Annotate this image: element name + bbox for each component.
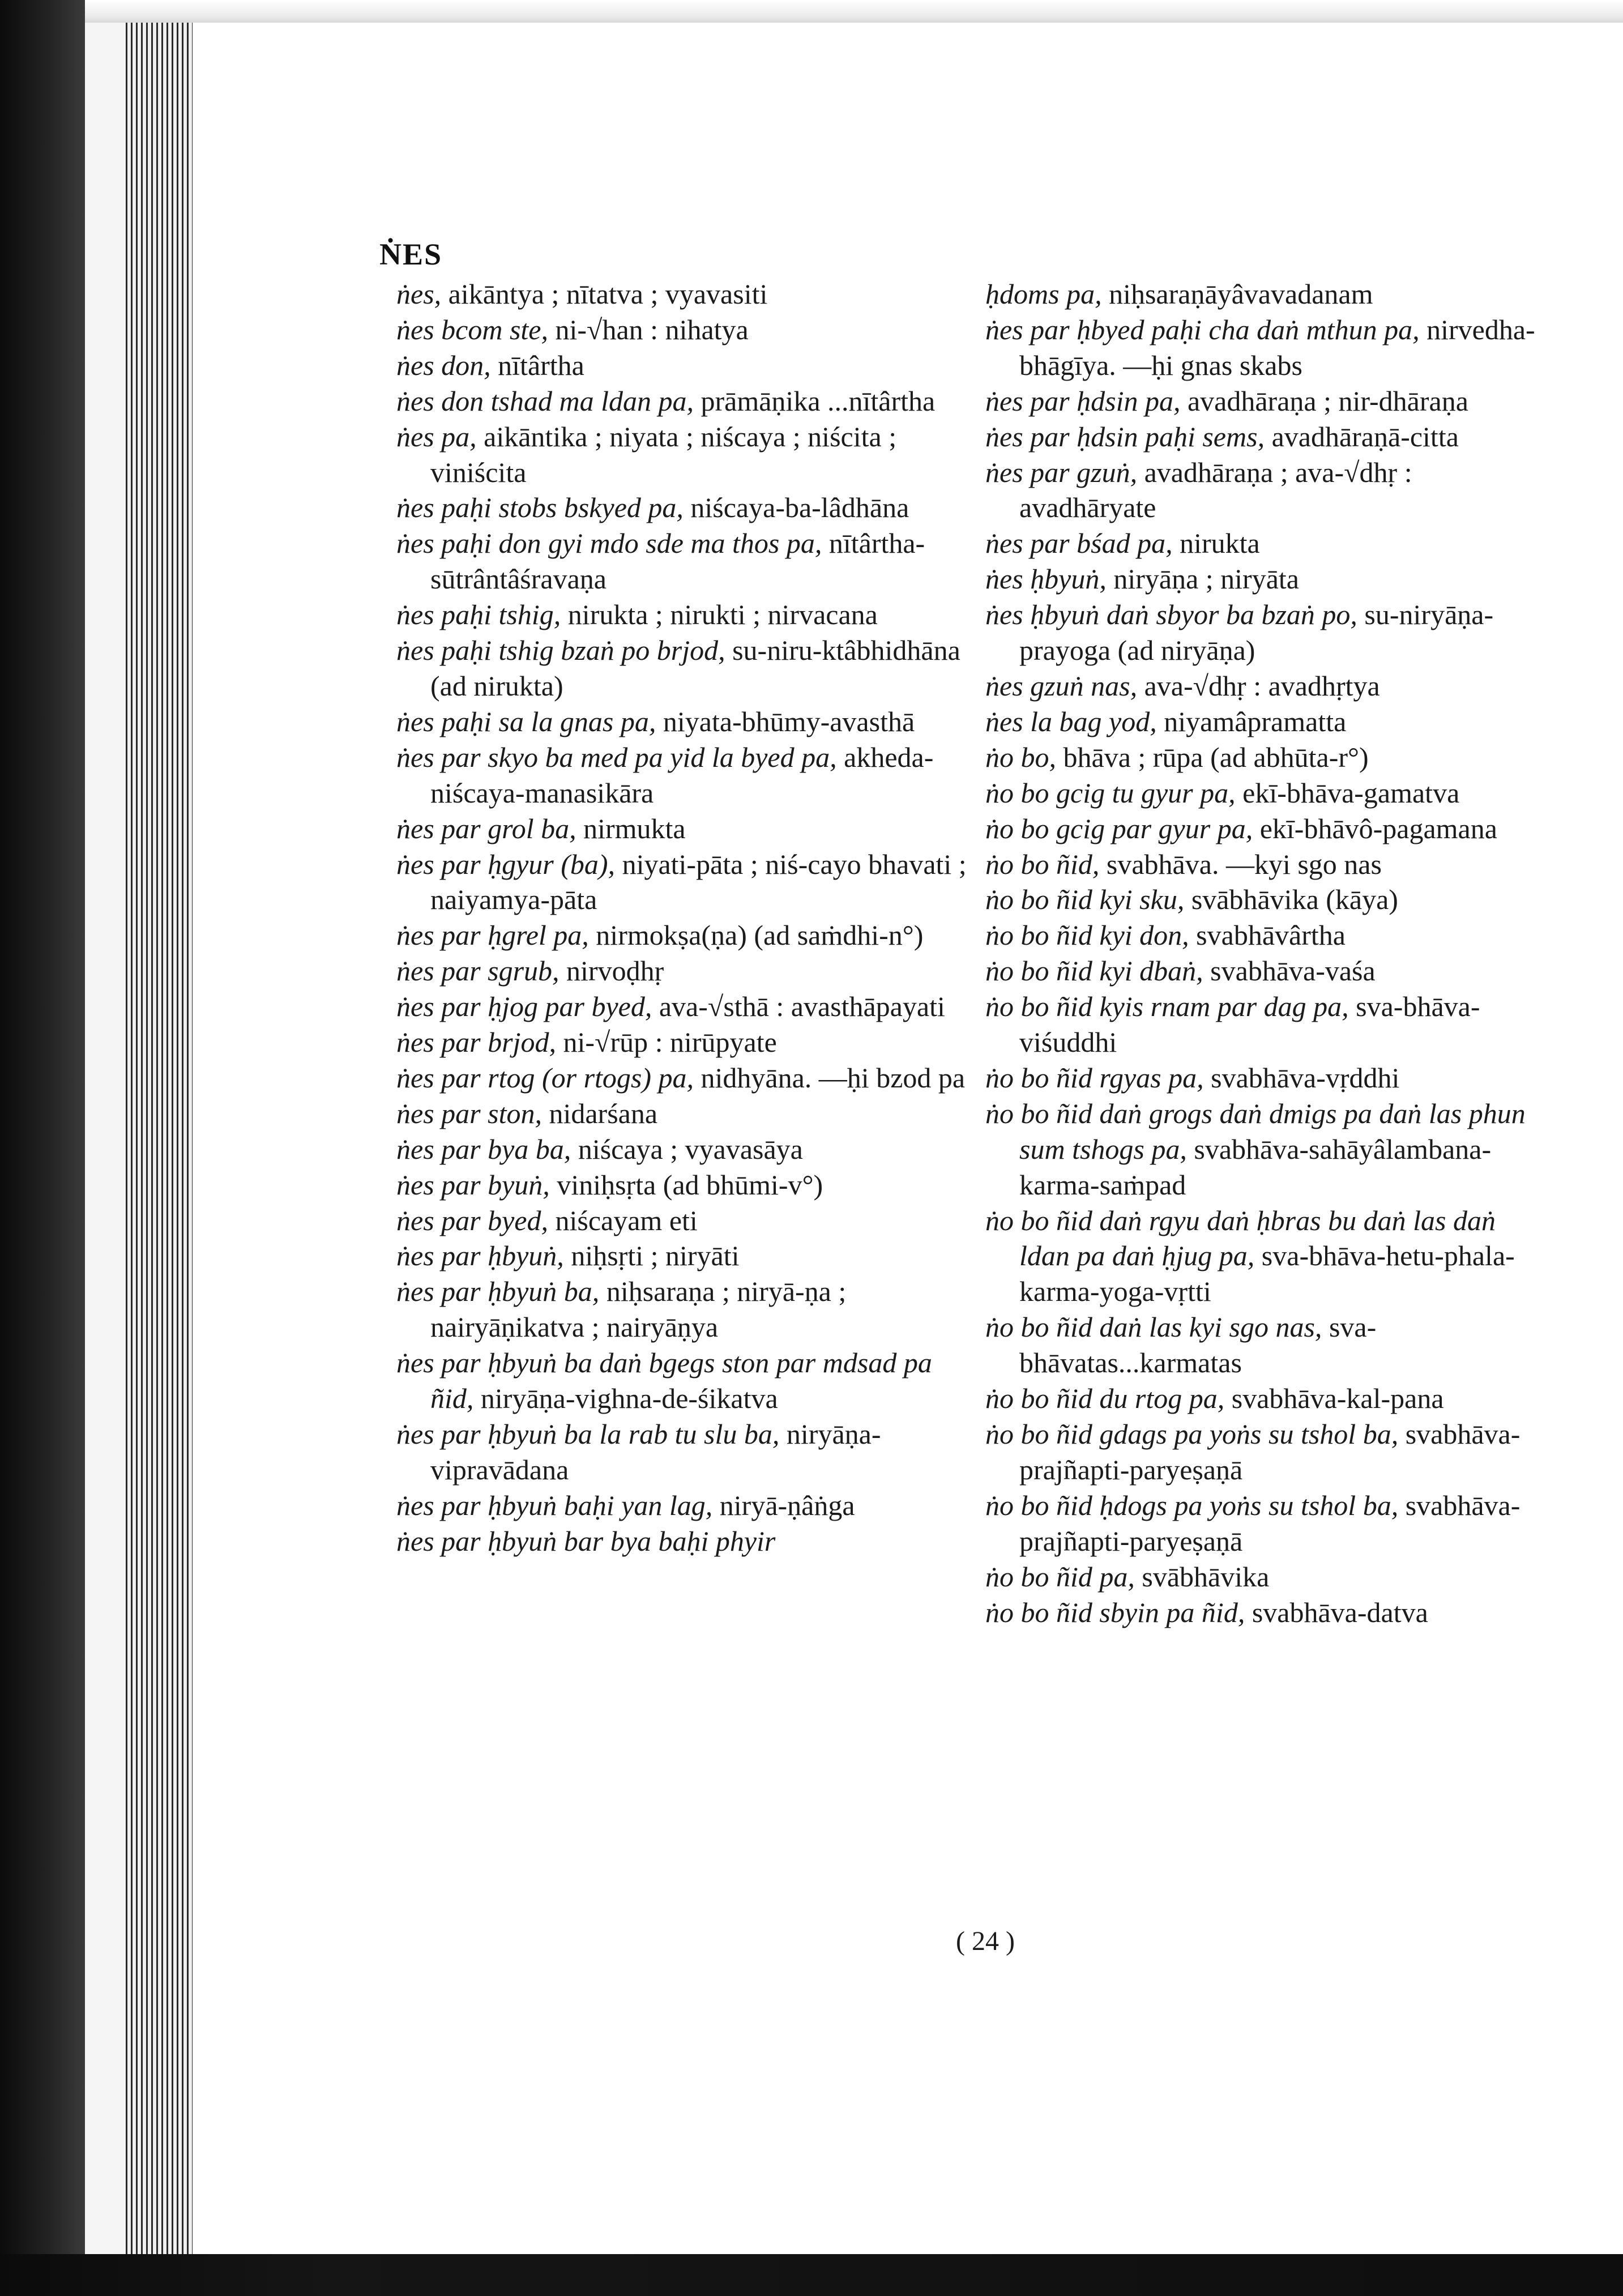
dictionary-entry: [396, 740, 968, 811]
top-page-edge: [85, 0, 1623, 23]
sanskrit-equivalent: niryāṇa-vighna-de-śikatva: [473, 1382, 778, 1415]
tibetan-headword: ṅo bo ñid du rtog pa,: [985, 1382, 1225, 1415]
sanskrit-equivalent: niryāṇa ; niryāta: [1106, 563, 1299, 595]
tibetan-headword: ṅo bo ñid kyi sku,: [985, 884, 1185, 916]
dictionary-entry: [396, 953, 968, 989]
sanskrit-equivalent: ava-√sthā : avasthāpayati: [652, 991, 945, 1023]
tibetan-headword: ṅes par ḥjog par byed,: [396, 991, 652, 1023]
dictionary-entry: [985, 989, 1552, 1060]
sanskrit-equivalent: nirmokṣa(ṇa) (ad saṁdhi-n°): [588, 919, 924, 951]
tibetan-headword: ṅes par gzuṅ,: [985, 456, 1138, 488]
tibetan-headword: ṅo bo ñid,: [985, 848, 1100, 880]
sanskrit-equivalent: bhāva ; rūpa (ad abhūta-r°): [1056, 741, 1369, 773]
tibetan-headword: ṅo bo ñid rgyas pa,: [985, 1061, 1204, 1094]
dictionary-entry: [396, 1025, 968, 1060]
dictionary-entry: [396, 704, 968, 740]
sanskrit-equivalent: viniḥsṛta (ad bhūmi-v°): [549, 1168, 823, 1201]
tibetan-headword: ṅes par brjod,: [396, 1026, 556, 1059]
dictionary-entry: [396, 633, 968, 704]
sanskrit-equivalent: nirmukta: [576, 812, 686, 844]
dictionary-entry: [985, 597, 1552, 668]
dictionary-entry: [396, 1132, 968, 1167]
sanskrit-equivalent: svabhāvârtha: [1189, 919, 1346, 951]
dictionary-entry: [985, 1381, 1552, 1416]
dictionary-entry: [985, 1595, 1552, 1631]
dictionary-entry: [396, 1488, 968, 1523]
sanskrit-equivalent: svabhāva-prajñapti-paryeṣaṇā: [1019, 1418, 1521, 1486]
dictionary-entry: [985, 882, 1552, 917]
sanskrit-equivalent: akheda-niścaya-manasikāra: [430, 741, 934, 809]
tibetan-headword: ṅes par ḥdsin paḥi sems,: [985, 420, 1265, 453]
tibetan-headword: ṅo bo ñid pa,: [985, 1560, 1135, 1593]
sanskrit-equivalent: ekī-bhāva-gamatva: [1235, 776, 1460, 809]
tibetan-headword: ṅes par rtog (or rtogs) pa,: [396, 1061, 694, 1094]
sanskrit-equivalent: nirvoḍhṛ: [559, 955, 664, 987]
sanskrit-equivalent: niḥsaraṇa ; niryā-ṇa ; nairyāṇikatva ; nairyāṇya: [430, 1275, 847, 1343]
sanskrit-equivalent: niryāṇa-vipravādana: [430, 1418, 881, 1486]
tibetan-headword: ṅo bo ñid daṅ las kyi sgo nas,: [985, 1311, 1322, 1343]
bottom-scan-border: [0, 2254, 1623, 2296]
sanskrit-equivalent: niryā-ṇâṅga: [712, 1489, 855, 1521]
dictionary-entry: [985, 1096, 1552, 1203]
tibetan-headword: ṅo bo ñid sbyin pa ñid,: [985, 1596, 1245, 1628]
tibetan-headword: ṅes par ḥbyed paḥi cha daṅ mthun pa,: [985, 313, 1420, 345]
tibetan-headword: ṅes par ston,: [396, 1097, 542, 1129]
sanskrit-equivalent: niyamâpramatta: [1156, 705, 1347, 737]
page-number: ( 24 ): [956, 1926, 1015, 1956]
stacked-page-edges: [126, 23, 193, 2254]
tibetan-headword: ṅes paḥi tshig,: [396, 599, 561, 631]
sanskrit-equivalent: nirvedha-bhāgīya. —ḥi gnas skabs: [1019, 313, 1535, 381]
tibetan-headword: ṅo bo ñid kyi don,: [985, 919, 1189, 951]
tibetan-headword: ṅes par sgrub,: [396, 955, 559, 987]
dictionary-entry: [985, 1203, 1552, 1310]
tibetan-headword: ṅes don tshad ma ldan pa,: [396, 385, 694, 417]
dictionary-entry: [985, 740, 1552, 775]
sanskrit-equivalent: svabhāva-kal-pana: [1224, 1382, 1444, 1415]
tibetan-headword: ṅes par ḥbyuṅ baḥi yan lag,: [396, 1489, 713, 1521]
tibetan-headword: ṅes par ḥbyuṅ ba daṅ bgegs ston par mdsad pa ñid,: [396, 1347, 932, 1415]
tibetan-headword: ṅo bo ñid gdags pa yoṅs su tshol ba,: [985, 1418, 1399, 1450]
tibetan-headword: ṅes par grol ba,: [396, 812, 576, 844]
tibetan-headword: ṅo bo,: [985, 741, 1056, 773]
dictionary-entry: [985, 1060, 1552, 1096]
tibetan-headword: ṅes ḥbyuṅ,: [985, 563, 1107, 595]
tibetan-headword: ṅes par bśad pa,: [985, 527, 1173, 560]
sanskrit-equivalent: niścaya ; vyavasāya: [571, 1133, 803, 1165]
binding-gutter: [85, 23, 126, 2254]
sanskrit-equivalent: nidarśana: [541, 1097, 658, 1129]
sanskrit-equivalent: ni-√rūp : nirūpyate: [556, 1026, 777, 1059]
dictionary-entry: [396, 847, 968, 918]
sanskrit-equivalent: niyata-bhūmy-avasthā: [656, 705, 915, 737]
dictionary-entry: [396, 1096, 968, 1132]
sanskrit-equivalent: avadhāraṇa ; nir-dhāraṇa: [1180, 385, 1468, 417]
tibetan-headword: ṅes par ḥbyuṅ ba la rab tu slu ba,: [396, 1418, 780, 1450]
sanskrit-equivalent: avadhāraṇa ; ava-√dhṛ : avadhāryate: [1019, 456, 1412, 524]
tibetan-headword: ṅes par ḥbyuṅ ba,: [396, 1275, 600, 1308]
dictionary-entry: [396, 348, 968, 383]
dictionary-entry: [396, 383, 968, 419]
left-column: [396, 276, 968, 1559]
dictionary-entry: [985, 383, 1552, 419]
dictionary-entry: [396, 1238, 968, 1274]
dictionary-entry: [985, 455, 1552, 526]
dictionary-entry: [985, 312, 1552, 383]
dictionary-entry: [985, 1488, 1552, 1559]
dictionary-entry: [396, 276, 968, 312]
dictionary-entry: [985, 276, 1552, 312]
tibetan-headword: ṅes par ḥgyur (ba),: [396, 848, 616, 880]
sanskrit-equivalent: niyati-pāta ; niś-cayo bhavati ; naiyamya-pāta: [430, 848, 967, 916]
dictionary-entry: [396, 1274, 968, 1345]
dictionary-entry: [396, 811, 968, 847]
tibetan-headword: ṅes par ḥbyuṅ,: [396, 1240, 564, 1272]
tibetan-headword: ṅes par bya ba,: [396, 1133, 571, 1165]
dictionary-entry: [396, 989, 968, 1025]
sanskrit-equivalent: nidhyāna. —ḥi bzod pa: [694, 1061, 966, 1094]
sanskrit-equivalent: svābhāvika: [1134, 1560, 1270, 1593]
dictionary-entry: [985, 811, 1552, 847]
dictionary-entry: [985, 668, 1552, 704]
sanskrit-equivalent: svabhāva-sahāyâlambana-karma-saṁpad: [1019, 1133, 1492, 1201]
dictionary-entry: [396, 526, 968, 597]
dictionary-entry: [396, 917, 968, 953]
sanskrit-equivalent: sva-bhāva-hetu-phala-karma-yoga-vṛtti: [1019, 1240, 1515, 1308]
tibetan-headword: ḥdoms pa,: [985, 278, 1102, 310]
tibetan-headword: ṅes don,: [396, 349, 491, 381]
tibetan-headword: ṅes par ḥbyuṅ bar bya baḥi phyir: [396, 1525, 776, 1557]
tibetan-headword: ṅes paḥi sa la gnas pa,: [396, 705, 656, 737]
sanskrit-equivalent: niḥsaraṇāyâvavadanam: [1101, 278, 1373, 310]
tibetan-headword: ṅes par ḥgrel pa,: [396, 919, 589, 951]
dictionary-entry: [396, 1167, 968, 1203]
sanskrit-equivalent: nirukta: [1172, 527, 1260, 560]
tibetan-headword: ṅes gzuṅ nas,: [985, 669, 1138, 702]
tibetan-headword: ṅes par skyo ba med pa yid la byed pa,: [396, 741, 837, 773]
sanskrit-equivalent: su-niryāṇa-prayoga (ad niryāṇa): [1019, 599, 1494, 667]
dictionary-entry: [985, 704, 1552, 740]
dictionary-entry: [985, 917, 1552, 953]
book-spine-shadow: [0, 0, 85, 2296]
tibetan-headword: ṅes paḥi don gyi mdo sde ma thos pa,: [396, 527, 822, 560]
right-column: [985, 276, 1552, 1630]
dictionary-entry: [985, 561, 1552, 597]
sanskrit-equivalent: ekī-bhāvô-pagamana: [1253, 812, 1497, 844]
tibetan-headword: ṅo bo ñid kyi dbaṅ,: [985, 955, 1203, 987]
sanskrit-equivalent: prāmāṇika ...nītârtha: [694, 385, 936, 417]
dictionary-entry: [985, 1559, 1552, 1595]
sanskrit-equivalent: svabhāva-vaśa: [1203, 955, 1376, 987]
dictionary-entry: [396, 490, 968, 526]
dictionary-entry: [985, 1416, 1552, 1488]
tibetan-headword: ṅes pa,: [396, 420, 477, 453]
sanskrit-equivalent: aikāntya ; nītatva ; vyavasiti: [441, 278, 768, 310]
running-header: ṄES: [379, 237, 443, 271]
tibetan-headword: ṅo bo ñid daṅ rgyu daṅ ḥbras bu daṅ las daṅ ldan pa daṅ ḥjug pa,: [985, 1204, 1496, 1272]
sanskrit-equivalent: aikāntika ; niyata ; niścaya ; niścita ; viniścita: [430, 420, 897, 488]
tibetan-headword: ṅo bo ñid daṅ grogs daṅ dmigs pa daṅ las phun sum tshogs pa,: [985, 1097, 1526, 1165]
sanskrit-equivalent: sva-bhāva-viśuddhi: [1019, 991, 1480, 1059]
tibetan-headword: ṅes bcom ste,: [396, 313, 548, 345]
tibetan-headword: ṅes par byed,: [396, 1204, 548, 1236]
sanskrit-equivalent: niḥsṛti ; niryāti: [563, 1240, 740, 1272]
dictionary-entry: [396, 1203, 968, 1239]
dictionary-entry: [985, 953, 1552, 989]
sanskrit-equivalent: nirukta ; nirukti ; nirvacana: [561, 599, 878, 631]
tibetan-headword: ṅes par ḥdsin pa,: [985, 385, 1181, 417]
tibetan-headword: ṅo bo gcig par gyur pa,: [985, 812, 1253, 844]
dictionary-entry: [985, 419, 1552, 455]
sanskrit-equivalent: nītârtha: [490, 349, 584, 381]
dictionary-entry: [396, 1060, 968, 1096]
dictionary-entry: [985, 526, 1552, 561]
sanskrit-equivalent: svābhāvika (kāya): [1184, 884, 1398, 916]
sanskrit-equivalent: svabhāva-vṛddhi: [1203, 1061, 1400, 1094]
sanskrit-equivalent: niścayam eti: [548, 1204, 698, 1236]
dictionary-entry: [396, 312, 968, 348]
tibetan-headword: ṅes,: [396, 278, 442, 310]
sanskrit-equivalent: svabhāva-prajñapti-paryeṣaṇā: [1019, 1489, 1521, 1557]
dictionary-entry: [396, 1416, 968, 1488]
dictionary-entry: [396, 1523, 968, 1559]
dictionary-entry: [396, 1345, 968, 1416]
sanskrit-equivalent: ava-√dhṛ : avadhṛtya: [1137, 669, 1380, 702]
tibetan-headword: ṅes paḥi tshig bzaṅ po brjod,: [396, 634, 725, 667]
sanskrit-equivalent: su-niru-ktâbhidhāna (ad nirukta): [430, 634, 960, 702]
dictionary-entry: [985, 847, 1552, 882]
dictionary-entry: [985, 1309, 1552, 1381]
tibetan-headword: ṅo bo gcig tu gyur pa,: [985, 776, 1236, 809]
sanskrit-equivalent: niścaya-ba-lâdhāna: [683, 492, 909, 524]
sanskrit-equivalent: sva-bhāvatas...karmatas: [1019, 1311, 1377, 1379]
dictionary-entry: [985, 775, 1552, 811]
sanskrit-equivalent: ni-√han : nihatya: [548, 313, 749, 345]
dictionary-entry: [396, 419, 968, 490]
sanskrit-equivalent: svabhāva-datva: [1245, 1596, 1428, 1628]
tibetan-headword: ṅo bo ñid ḥdogs pa yoṅs su tshol ba,: [985, 1489, 1399, 1521]
tibetan-headword: ṅes par byuṅ,: [396, 1168, 550, 1201]
tibetan-headword: ṅes la bag yod,: [985, 705, 1157, 737]
tibetan-headword: ṅes paḥi stobs bskyed pa,: [396, 492, 684, 524]
sanskrit-equivalent: nītârtha-sūtrântâśravaṇa: [430, 527, 925, 595]
tibetan-headword: ṅes ḥbyuṅ daṅ sbyor ba bzaṅ po,: [985, 599, 1357, 631]
sanskrit-equivalent: svabhāva. —kyi sgo nas: [1099, 848, 1382, 880]
sanskrit-equivalent: avadhāraṇā-citta: [1265, 420, 1459, 453]
tibetan-headword: ṅo bo ñid kyis rnam par dag pa,: [985, 991, 1349, 1023]
dictionary-entry: [396, 597, 968, 633]
